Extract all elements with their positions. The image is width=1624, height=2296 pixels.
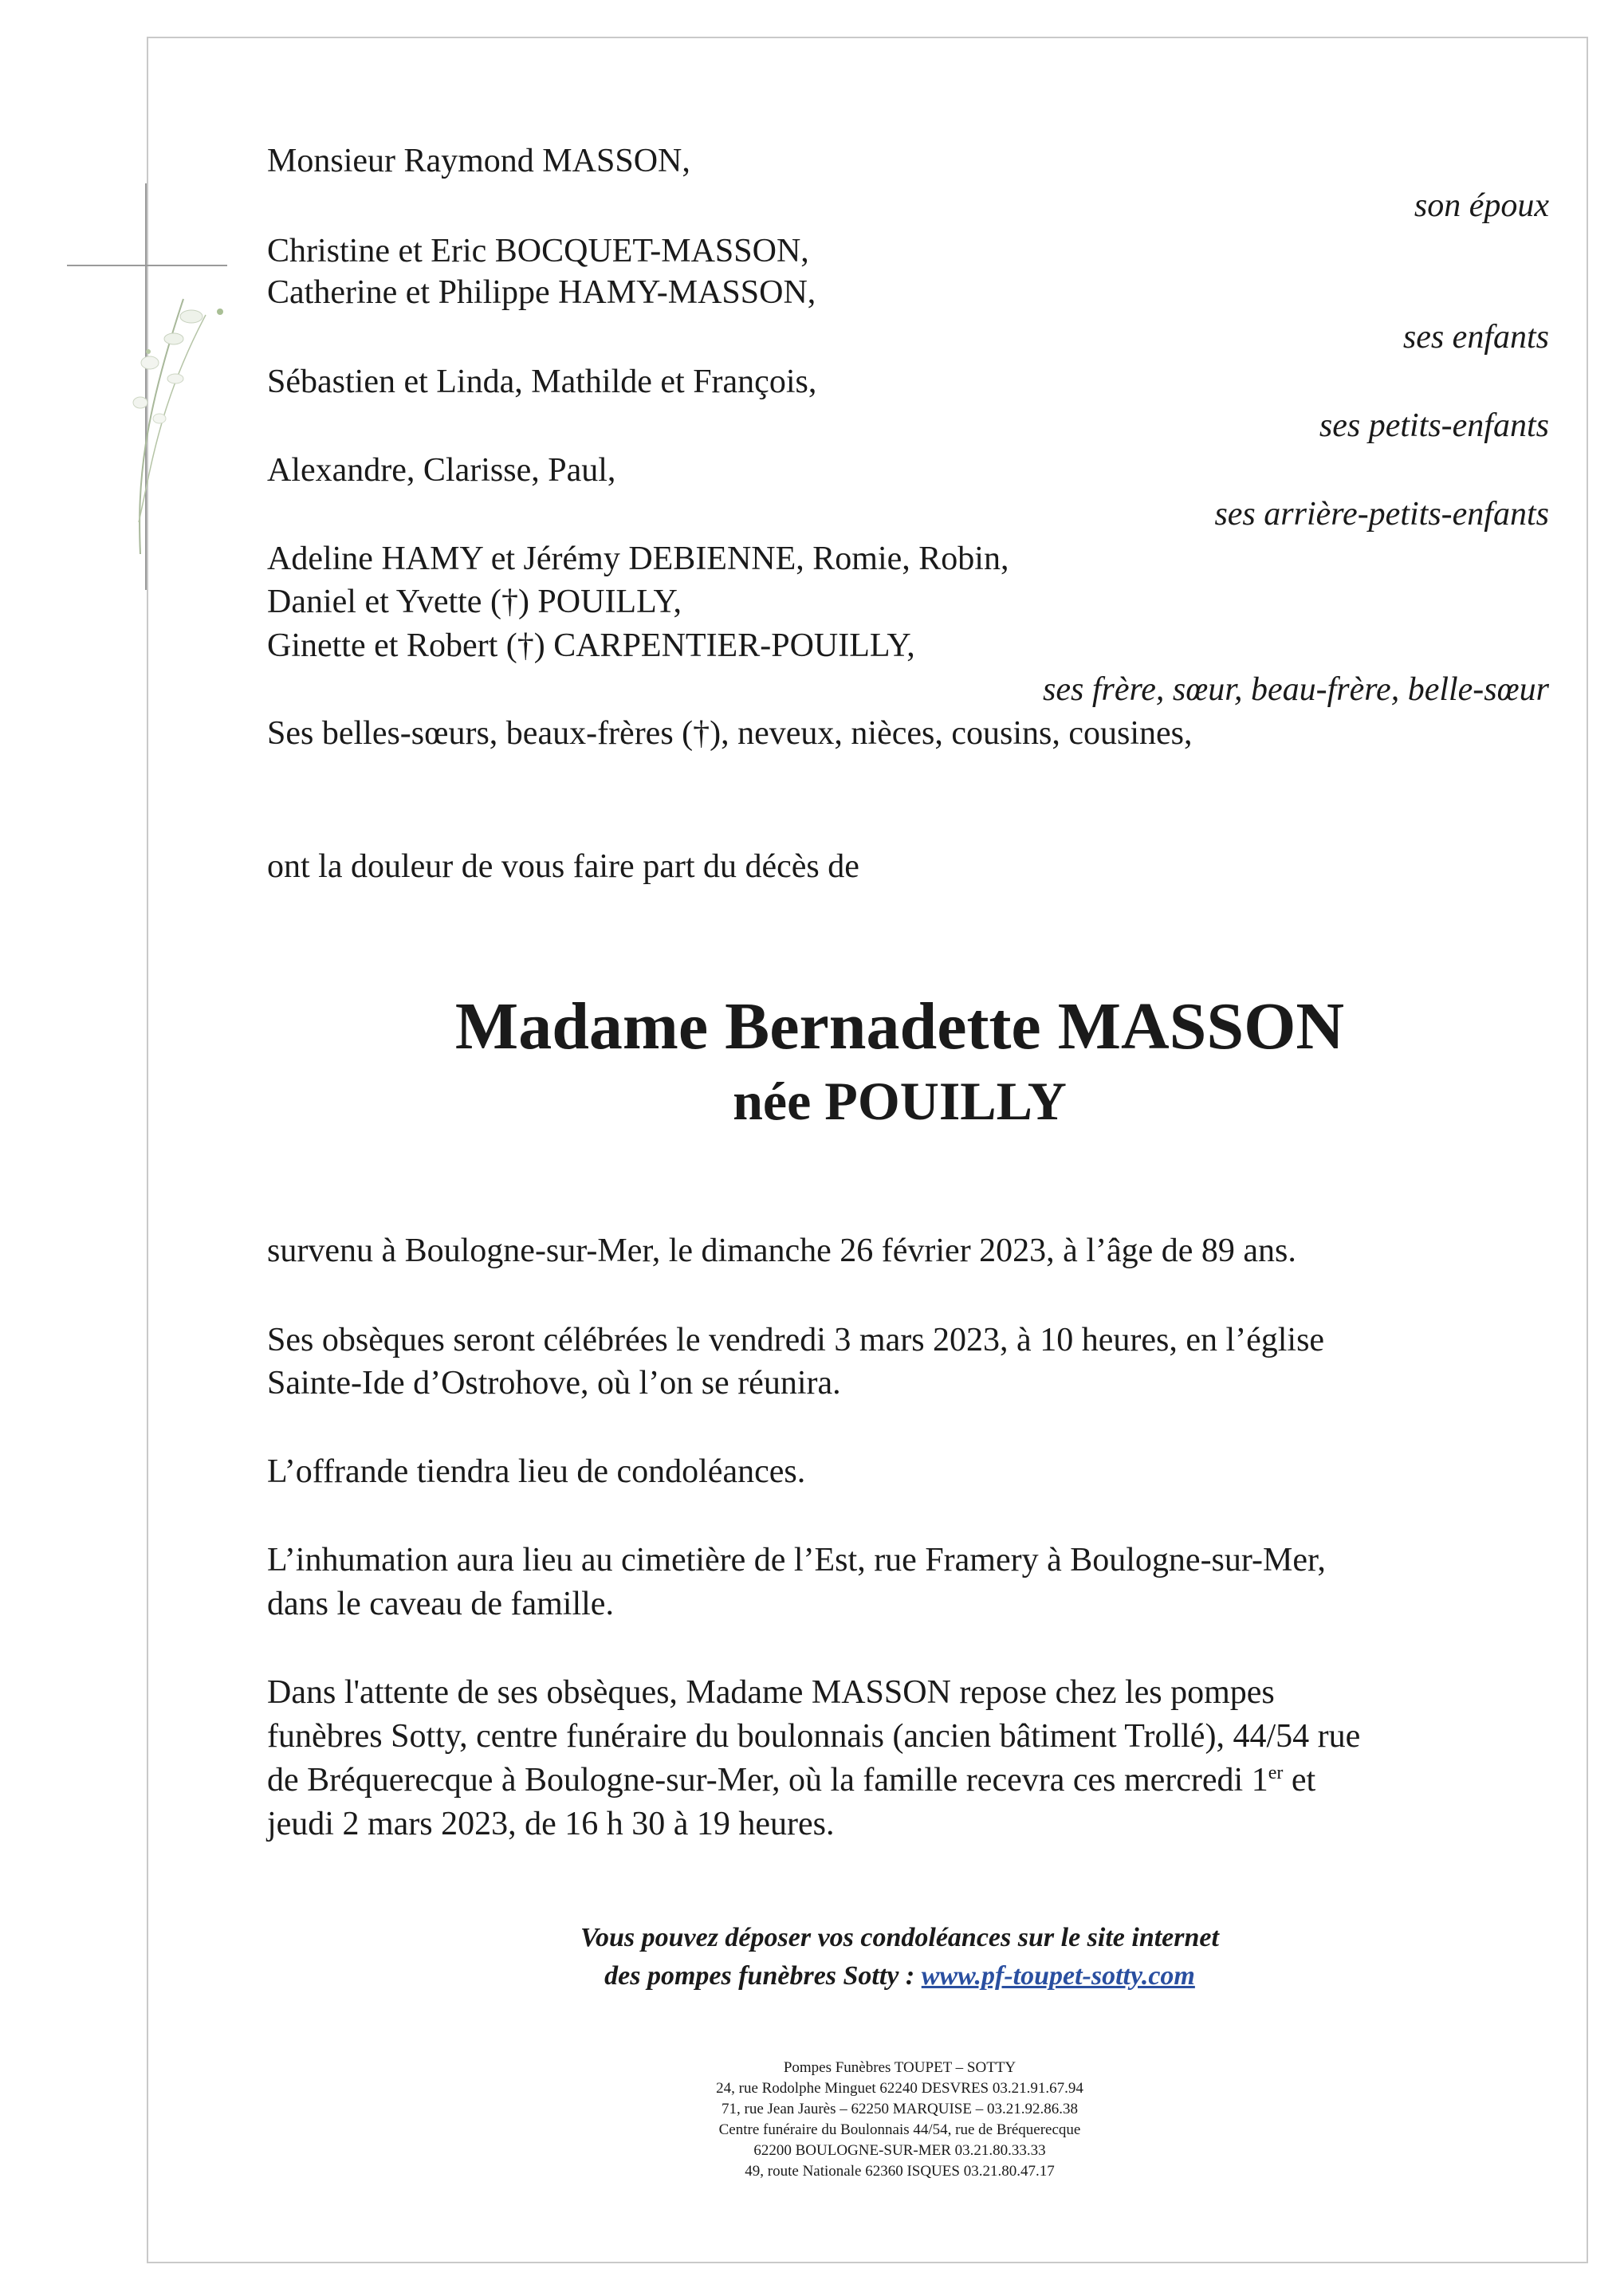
visitation-details	[267, 1759, 1315, 1801]
sibling-name: Daniel et Yvette (†) POUILLY,	[267, 584, 682, 620]
funeral-home-footer	[88, 2058, 1624, 2182]
grandchildren-role: ses petits-enfants	[1319, 407, 1549, 444]
burial-details: dans le caveau de famille.	[267, 1586, 614, 1622]
siblings-role: ses frère, sœur, beau-frère, belle-sœur	[1043, 671, 1549, 708]
ordinal-suffix: er	[1268, 1763, 1284, 1783]
footer-line: 24, rue Rodolphe Minguet 62240 DESVRES 03.21.91.67.94	[716, 2080, 1083, 2097]
visitation-details: Dans l'attente de ses obsèques, Madame MASSON repose chez les pompes	[267, 1674, 1275, 1711]
spouse-name: Monsieur Raymond MASSON,	[267, 143, 690, 179]
spouse-role: son époux	[1414, 187, 1549, 224]
great-grandchildren-role: ses arrière-petits-enfants	[1214, 496, 1549, 533]
sibling-name: Adeline HAMY et Jérémy DEBIENNE, Romie, Robin,	[267, 541, 1009, 577]
children-role: ses enfants	[1402, 319, 1549, 356]
offering-note: L’offrande tiendra lieu de condoléances.	[267, 1453, 806, 1490]
great-grandchildren-names: Alexandre, Clarisse, Paul,	[267, 452, 616, 489]
condolences-website-link[interactable]: www.pf-toupet-sotty.com	[921, 1961, 1195, 1991]
grandchildren-names: Sébastien et Linda, Mathilde et François,	[267, 364, 817, 400]
cross-lily-decoration	[64, 179, 239, 594]
other-relatives: Ses belles-sœurs, beaux-frères (†), neveux, nièces, cousins, cousines,	[267, 715, 1193, 752]
footer-line: Pompes Funèbres TOUPET – SOTTY	[783, 2059, 1016, 2076]
sibling-name: Ginette et Robert (†) CARPENTIER-POUILLY,	[267, 627, 915, 664]
funeral-details: Sainte-Ide d’Ostrohove, où l’on se réunira.	[267, 1365, 841, 1402]
footer-line: 62200 BOULOGNE-SUR-MER 03.21.80.33.33	[753, 2142, 1046, 2159]
footer-line: 71, rue Jean Jaurès – 62250 MARQUISE – 03.21.92.86.38	[722, 2101, 1078, 2117]
funeral-details: Ses obsèques seront célébrées le vendredi 3 mars 2023, à 10 heures, en l’église	[267, 1322, 1325, 1358]
deceased-name: Madame Bernadette MASSON	[454, 989, 1345, 1063]
visitation-details: funèbres Sotty, centre funéraire du boulonnais (ancien bâtiment Trollé), 44/54 rue	[267, 1718, 1361, 1755]
visitation-details: jeudi 2 mars 2023, de 16 h 30 à 19 heures.	[267, 1806, 835, 1842]
condolences-text: des pompes funèbres Sotty :	[604, 1961, 922, 1991]
burial-details: L’inhumation aura lieu au cimetière de l’Est, rue Framery à Boulogne-sur-Mer,	[267, 1542, 1326, 1578]
condolences-line: Vous pouvez déposer vos condoléances sur le site internet	[580, 1923, 1219, 1952]
deceased-maiden-name: née POUILLY	[733, 1071, 1067, 1131]
child-name: Christine et Eric BOCQUET-MASSON,	[267, 233, 809, 269]
death-details: survenu à Boulogne-sur-Mer, le dimanche 26 février 2023, à l’âge de 89 ans.	[267, 1233, 1296, 1269]
footer-line: Centre funéraire du Boulonnais 44/54, rue de Bréquerecque	[718, 2121, 1081, 2138]
announcement-text: ont la douleur de vous faire part du décès de	[267, 848, 859, 885]
footer-line: 49, route Nationale 62360 ISQUES 03.21.80.47.17	[745, 2163, 1055, 2180]
visitation-text: et	[1283, 1762, 1316, 1799]
visitation-text: de Bréquerecque à Boulogne-sur-Mer, où la famille recevra ces mercredi 1	[267, 1762, 1268, 1799]
condolences-line	[88, 1958, 1624, 1995]
child-name: Catherine et Philippe HAMY-MASSON,	[267, 274, 816, 311]
